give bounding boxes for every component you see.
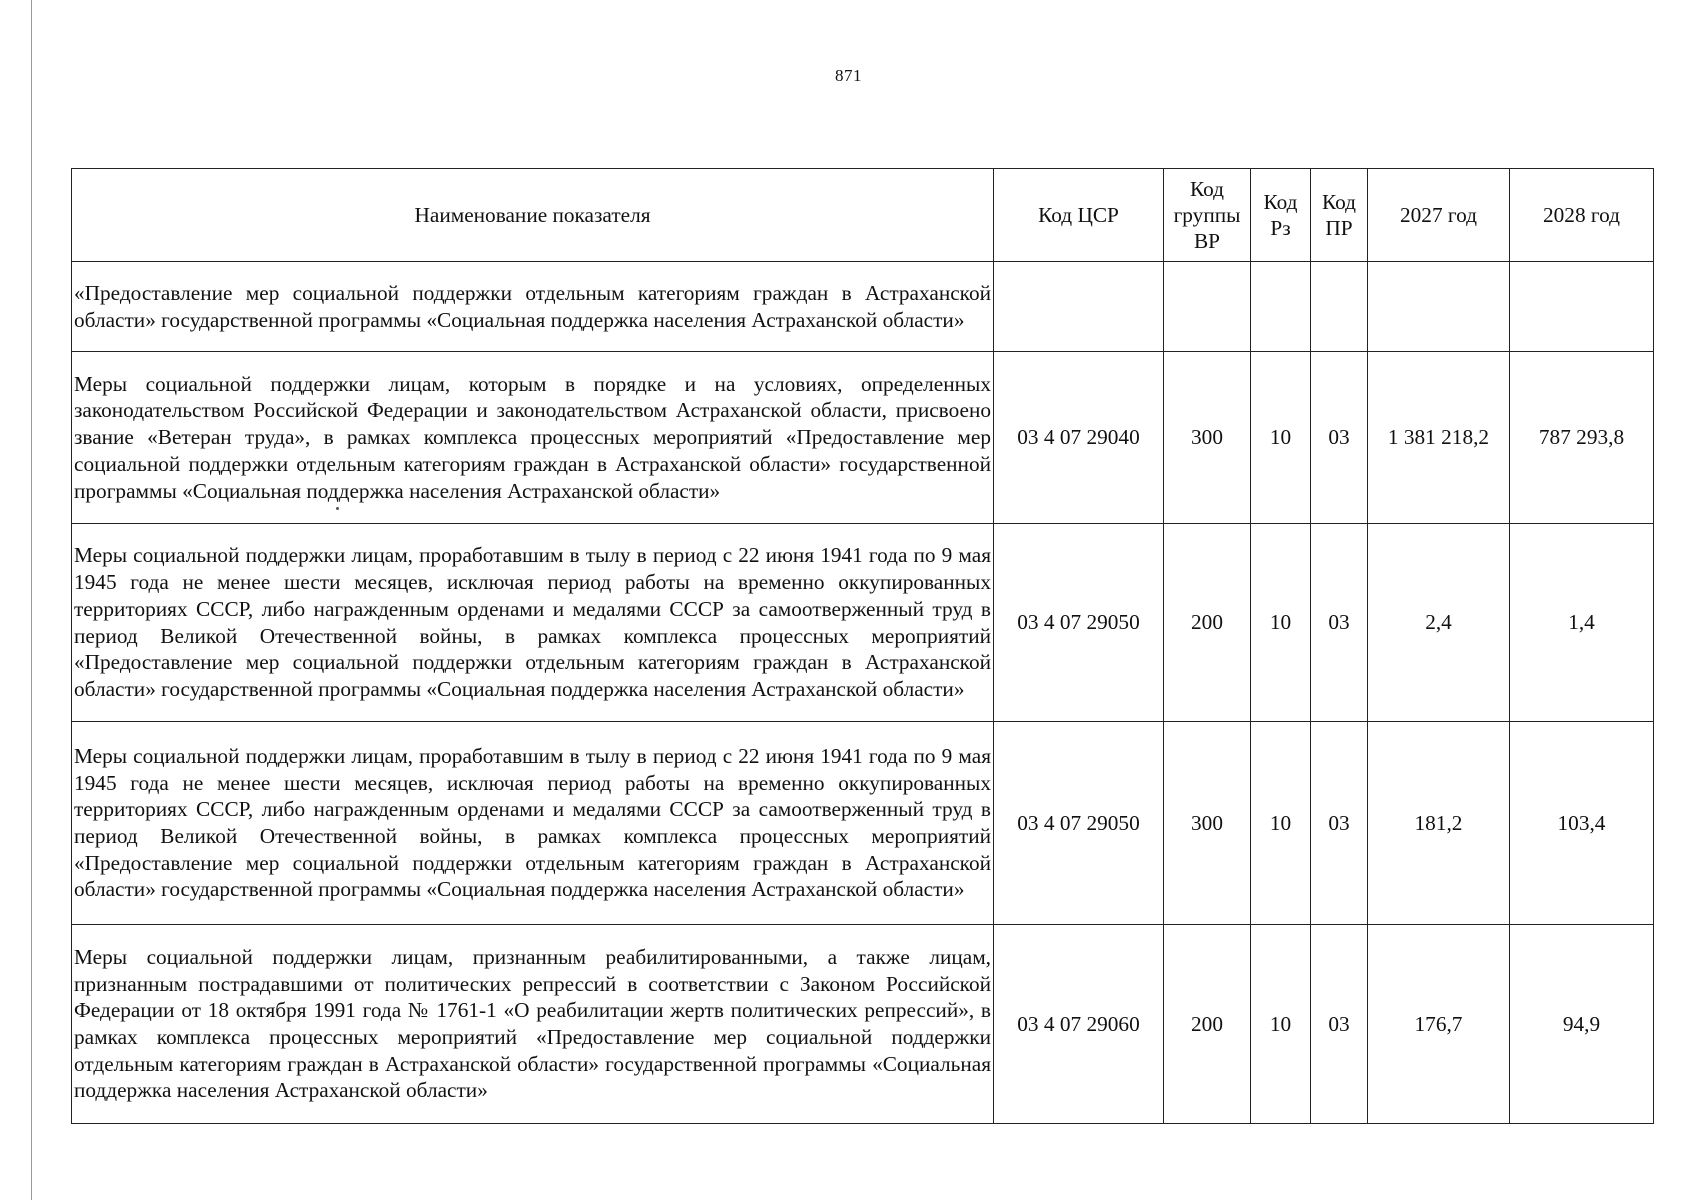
binding-margin-line <box>31 0 32 1200</box>
table-row <box>72 352 1654 524</box>
row-pr-code: 03 <box>1311 722 1368 925</box>
header-pr-code: Код ПР <box>1311 169 1368 262</box>
row-indicator-name: Меры социальной поддержки лицам, проработавшим в тылу в период с 22 июня 1941 года по 9 мая 1945 года не менее шести месяцев, исключая период работы на временно оккупированных территориях СССР, либо награжденным орденами и медалями СССР за самоотверженный труд в период Великой Отечественной войны, в рамках комплекса процессных мероприятий «Предоставление мер социальной поддержки отдельным категориям граждан в Астраханской области» государственной программы «Социальная поддержка населения Астраханской области» <box>72 524 994 722</box>
table-row <box>72 722 1654 925</box>
row-rz-code <box>1251 262 1311 352</box>
row-pr-code <box>1311 262 1368 352</box>
row-pr-code: 03 <box>1311 925 1368 1124</box>
page-number: 871 <box>835 66 862 85</box>
row-amount-2027: 176,7 <box>1368 925 1510 1124</box>
row-amount-2028 <box>1510 262 1654 352</box>
header-rz-code: Код Рз <box>1251 169 1311 262</box>
table-header <box>72 169 1654 262</box>
row-csr-code: 03 4 07 29040 <box>994 352 1164 524</box>
header-row <box>72 169 1654 262</box>
row-pr-code: 03 <box>1311 352 1368 524</box>
row-csr-code <box>994 262 1164 352</box>
table-row <box>72 262 1654 352</box>
budget-table <box>71 168 1654 1124</box>
row-vr-code: 300 <box>1164 352 1251 524</box>
row-rz-code: 10 <box>1251 925 1311 1124</box>
row-vr-code: 200 <box>1164 524 1251 722</box>
row-amount-2027: 1 381 218,2 <box>1368 352 1510 524</box>
header-vr-group-code: Код группы ВР <box>1164 169 1251 262</box>
row-indicator-name: Меры социальной поддержки лицам, признанным реабилитированными, а также лицам, признанным пострадавшими от политических репрессий в соответствии с Законом Российской Федерации от 18 октября 1991 года № 1761-1 «О реабилитации жертв политических репрессий», в рамках комплекса процессных мероприятий «Предоставление мер социальной поддержки отдельным категориям граждан в Астраханской области» государственной программы «Социальная поддержка населения Астраханской области» <box>72 925 994 1124</box>
row-csr-code: 03 4 07 29050 <box>994 524 1164 722</box>
header-year-2027: 2027 год <box>1368 169 1510 262</box>
scan-speck <box>336 507 339 510</box>
row-indicator-name: «Предоставление мер социальной поддержки отдельным категориям граждан в Астраханской области» государственной программы «Социальная поддержка населения Астраханской области» <box>72 262 994 352</box>
row-amount-2028: 103,4 <box>1510 722 1654 925</box>
header-csr-code: Код ЦСР <box>994 169 1164 262</box>
header-year-2028: 2028 год <box>1510 169 1654 262</box>
table-body <box>72 262 1654 1124</box>
row-pr-code: 03 <box>1311 524 1368 722</box>
row-amount-2027 <box>1368 262 1510 352</box>
row-amount-2028: 787 293,8 <box>1510 352 1654 524</box>
row-csr-code: 03 4 07 29060 <box>994 925 1164 1124</box>
table-row <box>72 524 1654 722</box>
row-csr-code: 03 4 07 29050 <box>994 722 1164 925</box>
row-amount-2028: 1,4 <box>1510 524 1654 722</box>
row-rz-code: 10 <box>1251 352 1311 524</box>
row-rz-code: 10 <box>1251 524 1311 722</box>
header-indicator-name: Наименование показателя <box>72 169 994 262</box>
row-indicator-name: Меры социальной поддержки лицам, проработавшим в тылу в период с 22 июня 1941 года по 9 мая 1945 года не менее шести месяцев, исключая период работы на временно оккупированных территориях СССР, либо награжденным орденами и медалями СССР за самоотверженный труд в период Великой Отечественной войны, в рамках комплекса процессных мероприятий «Предоставление мер социальной поддержки отдельным категориям граждан в Астраханской области» государственной программы «Социальная поддержка населения Астраханской области» <box>72 722 994 925</box>
row-amount-2028: 94,9 <box>1510 925 1654 1124</box>
table-row <box>72 925 1654 1124</box>
row-vr-code: 200 <box>1164 925 1251 1124</box>
row-indicator-name: Меры социальной поддержки лицам, которым в порядке и на условиях, определенных законодательством Российской Федерации и законодательством Астраханской области, присвоено звание «Ветеран труда», в рамках комплекса процессных мероприятий «Предоставление мер социальной поддержки отдельным категориям граждан в Астраханской области» государственной программы «Социальная поддержка населения Астраханской области» <box>72 352 994 524</box>
row-rz-code: 10 <box>1251 722 1311 925</box>
row-vr-code <box>1164 262 1251 352</box>
row-amount-2027: 181,2 <box>1368 722 1510 925</box>
row-vr-code: 300 <box>1164 722 1251 925</box>
row-amount-2027: 2,4 <box>1368 524 1510 722</box>
